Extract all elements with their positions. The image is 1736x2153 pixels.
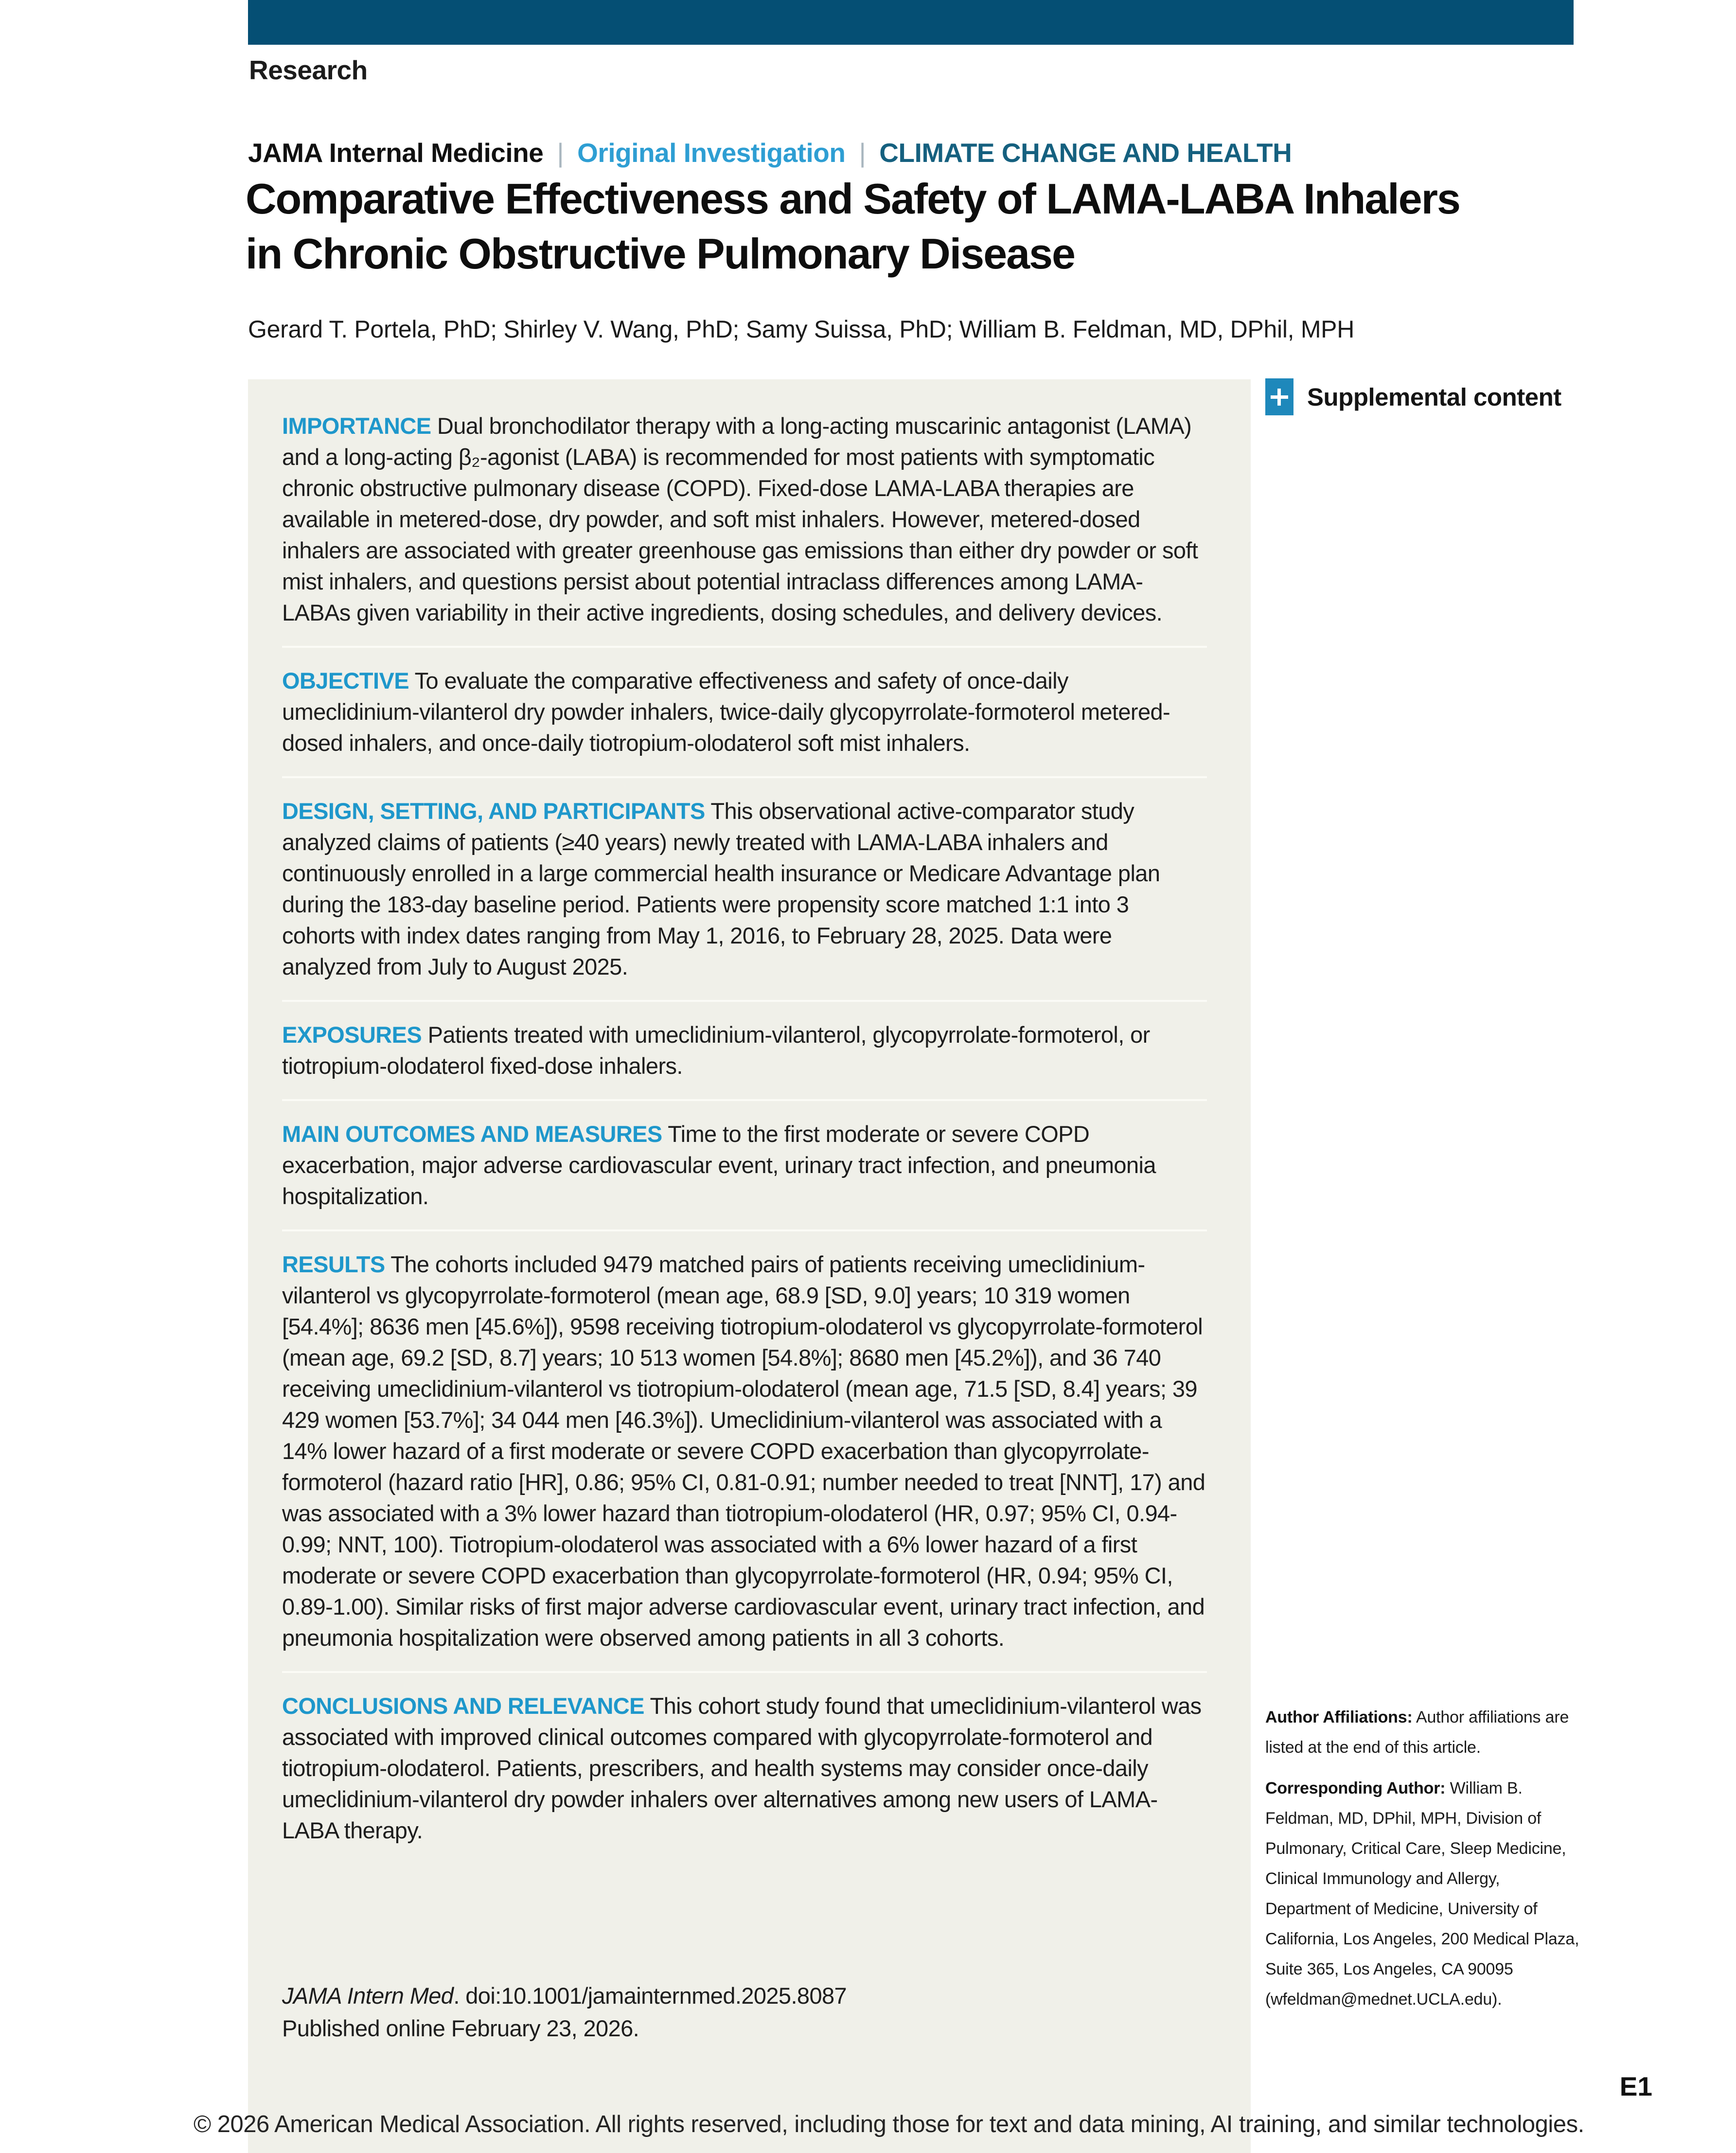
citation-journal-name: JAMA Intern Med	[282, 1983, 454, 2009]
plus-icon	[1265, 378, 1293, 415]
abstract-label-outcomes: MAIN OUTCOMES AND MEASURES	[282, 1121, 662, 1147]
abstract-text-results: The cohorts included 9479 matched pairs of patients receiving umeclidinium-vilanterol vs glycopyrrolate-formoterol (mean age, 68.9 [SD, 9.0] years; 10 319 women [54.4%]; 8636 men [45.6%]), 9598 receiving tiotropium-olodaterol vs glycopyrrolate-formoterol (mean age, 69.2 [SD, 8.7] years; 10 513 women [54.8%]; 8680 men [45.2%]), and 36 740 receiving umeclidinium-vilanterol vs tiotropium-olodaterol (mean age, 71.5 [SD, 8.4] years; 39 429 women [53.7%]; 34 044 men [46.3%]). Umeclidinium-vilanterol was associated with a 14% lower hazard of a first moderate or severe COPD exacerbation than glycopyrrolate-formoterol (hazard ratio [HR], 0.86; 95% CI, 0.81-0.91; number needed to treat [NNT], 17) and was associated with a 3% lower hazard than tiotropium-olodaterol (HR, 0.97; 95% CI, 0.94-0.99; NNT, 100). Tiotropium-olodaterol was associated with a 6% lower hazard of a first moderate or severe COPD exacerbation than glycopyrrolate-formoterol (HR, 0.94; 95% CI, 0.89-1.00). Similar risks of first major adverse cardiovascular event, urinary tract infection, and pneumonia hospitalization were observed among patients in all 3 cohorts.	[282, 1251, 1205, 1651]
brand-color-bar	[248, 0, 1574, 45]
abstract-section-results	[282, 1249, 1207, 1654]
kicker-separator: |	[557, 138, 564, 168]
citation-block	[282, 1979, 847, 2045]
copyright-line: © 2026 American Medical Association. All rights reserved, including those for text and data mining, AI training, and similar technologies.	[194, 2111, 1584, 2137]
abstract-section-exposures	[282, 1019, 1207, 1082]
abstract-section-importance	[282, 410, 1207, 628]
abstract-text-exposures: Patients treated with umeclidinium-vilanterol, glycopyrrolate-formoterol, or tiotropium-olodaterol fixed-dose inhalers.	[282, 1022, 1150, 1079]
abstract-label-exposures: EXPOSURES	[282, 1022, 422, 1048]
abstract-text-objective: To evaluate the comparative effectiveness and safety of once-daily umeclidinium-vilanterol dry powder inhalers, twice-daily glycopyrrolate-formoterol metered-dosed inhalers, and once-daily tiotropium-olodaterol soft mist inhalers.	[282, 668, 1170, 756]
supplemental-content-link[interactable]	[1265, 378, 1561, 415]
supplemental-content-label: Supplemental content	[1307, 383, 1561, 411]
author-affiliations-note	[1265, 1702, 1581, 1762]
abstract-box	[248, 379, 1251, 2153]
abstract-text-outcomes: Time to the first moderate or severe COPD exacerbation, major adverse cardiovascular event, urinary tract infection, and pneumonia hospitalization.	[282, 1121, 1156, 1209]
author-byline: Gerard T. Portela, PhD; Shirley V. Wang, PhD; Samy Suissa, PhD; William B. Feldman, MD, DPhil, MPH	[248, 316, 1355, 343]
article-title-line-1: Comparative Effectiveness and Safety of LAMA-LABA Inhalers	[246, 175, 1460, 223]
abstract-text-conclusions: This cohort study found that umeclidinium-vilanterol was associated with improved clinical outcomes compared with glycopyrrolate-formoterol and tiotropium-olodaterol. Patients, prescribers, and health systems may consider once-daily umeclidinium-vilanterol dry powder inhalers over alternatives among new users of LAMA-LABA therapy.	[282, 1693, 1202, 1843]
citation-doi-line	[282, 1979, 847, 2012]
article-kicker	[248, 137, 1292, 168]
abstract-section-conclusions	[282, 1690, 1207, 1846]
citation-published-line: Published online February 23, 2026.	[282, 2015, 639, 2041]
abstract-label-conclusions: CONCLUSIONS AND RELEVANCE	[282, 1693, 644, 1719]
section-divider	[282, 1229, 1207, 1231]
article-type-label: Original Investigation	[577, 138, 846, 168]
corresponding-author-text: William B. Feldman, MD, DPhil, MPH, Division of Pulmonary, Critical Care, Sleep Medicine, Clinical Immunology and Allergy, Department of Medicine, University of California, Los Angeles, 200 Medical Plaza, Suite 365, Los Angeles, CA 90095 (wfeldman@mednet.UCLA.edu).	[1265, 1779, 1579, 2009]
section-divider	[282, 1671, 1207, 1673]
section-divider	[282, 776, 1207, 778]
abstract-label-design: DESIGN, SETTING, AND PARTICIPANTS	[282, 798, 705, 824]
author-affiliations-text: Author affiliations are listed at the end of this article.	[1265, 1708, 1569, 1757]
abstract-label-importance: IMPORTANCE	[282, 413, 431, 439]
corresponding-author-note	[1265, 1773, 1581, 2014]
abstract-text-importance: Dual bronchodilator therapy with a long-acting muscarinic antagonist (LAMA) and a long-acting β₂-agonist (LABA) is recommended for most patients with symptomatic chronic obstructive pulmonary disease (COPD). Fixed-dose LAMA-LABA therapies are available in metered-dose, dry powder, and soft mist inhalers. However, metered-dosed inhalers are associated with greater greenhouse gas emissions than either dry powder or soft mist inhalers, and questions persist about potential intraclass differences among LAMA-LABAs given variability in their active ingredients, dosing schedules, and delivery devices.	[282, 413, 1198, 625]
kicker-separator: |	[859, 138, 866, 168]
author-notes	[1265, 1702, 1581, 2014]
abstract-label-objective: OBJECTIVE	[282, 668, 409, 694]
author-affiliations-label: Author Affiliations:	[1265, 1708, 1413, 1726]
abstract-label-results: RESULTS	[282, 1251, 385, 1277]
section-divider	[282, 646, 1207, 648]
abstract-section-objective	[282, 665, 1207, 759]
article-title-line-2: in Chronic Obstructive Pulmonary Disease	[246, 230, 1075, 278]
section-divider	[282, 1000, 1207, 1002]
journal-name: JAMA Internal Medicine	[248, 138, 544, 168]
corresponding-author-label: Corresponding Author:	[1265, 1779, 1446, 1797]
abstract-section-outcomes	[282, 1119, 1207, 1212]
abstract-text-design: This observational active-comparator study analyzed claims of patients (≥40 years) newly treated with LAMA-LABA inhalers and continuously enrolled in a large commercial health insurance or Medicare Advantage plan during the 183-day baseline period. Patients were propensity score matched 1:1 into 3 cohorts with index dates ranging from May 1, 2016, to February 28, 2025. Data were analyzed from July to August 2025.	[282, 798, 1160, 979]
theme-label: CLIMATE CHANGE AND HEALTH	[879, 138, 1292, 168]
page-number: E1	[1619, 2071, 1652, 2101]
abstract-section-design	[282, 796, 1207, 982]
section-label: Research	[249, 55, 368, 85]
citation-doi: . doi:10.1001/jamainternmed.2025.8087	[453, 1983, 847, 2009]
article-title	[246, 171, 1460, 281]
section-divider	[282, 1099, 1207, 1101]
